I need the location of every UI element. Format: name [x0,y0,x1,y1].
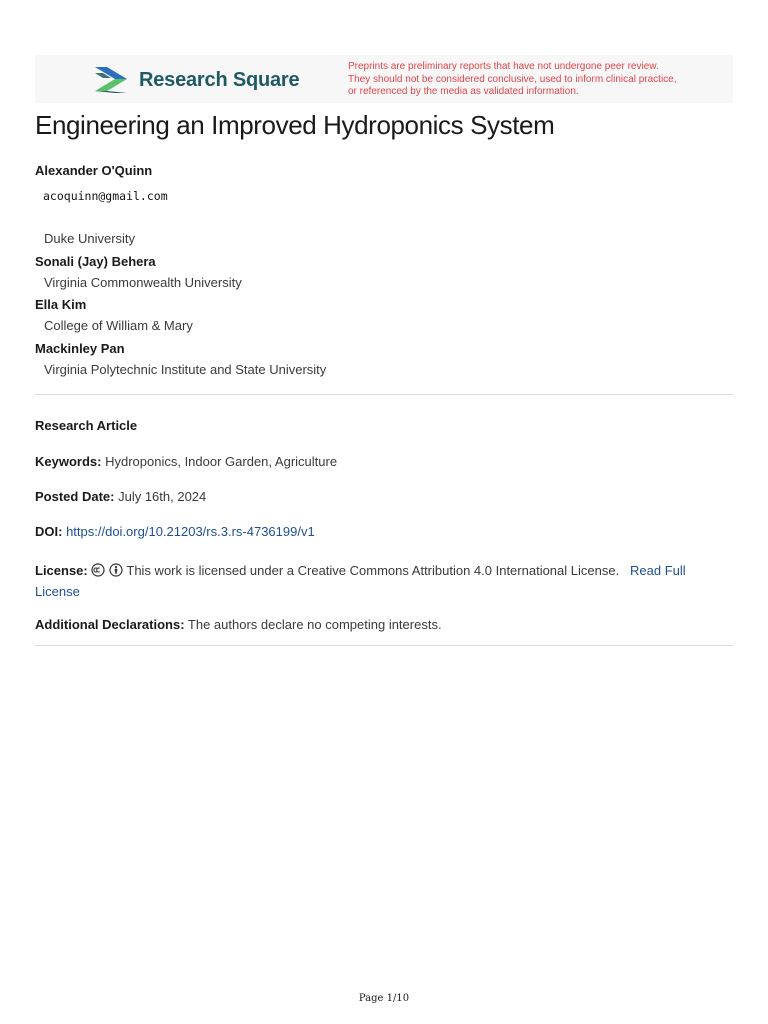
read-full-license-link[interactable]: Read Full License [35,563,686,599]
disclaimer-line: They should not be considered conclusive, used to inform clinical practice, [348,73,677,85]
author-name: Mackinley Pan [35,341,125,356]
posted-date-label: Posted Date: [35,489,115,504]
author-affiliation: Virginia Polytechnic Institute and State University [44,362,327,377]
license-text: This work is licensed under a Creative Commons Attribution 4.0 International License. [126,563,620,578]
author-name: Sonali (Jay) Behera [35,254,156,269]
license-row [35,560,725,602]
doi-link[interactable]: https://doi.org/10.21203/rs.3.rs-4736199/v1 [66,524,315,539]
doi-row [35,524,315,539]
disclaimer-line: Preprints are preliminary reports that have not undergone peer review. [348,61,659,72]
author-name: Alexander O'Quinn [35,163,153,178]
posted-date-value: July 16th, 2024 [118,489,207,504]
preprint-disclaimer [348,61,728,99]
doi-label: DOI: [35,524,63,539]
keywords-row [35,454,337,469]
declarations-value: The authors declare no competing interests. [187,617,442,632]
brand-name: Research Square [139,68,300,91]
author-affiliation: College of William & Mary [44,318,193,333]
divider [35,394,733,395]
article-type [35,418,137,433]
declarations-row [35,617,442,632]
author-name: Ella Kim [35,297,87,312]
divider [35,645,733,646]
keywords-label: Keywords: [35,454,102,469]
disclaimer-line: or referenced by the media as validated information. [348,86,579,97]
page-number: Page 1/10 [358,993,410,1004]
posted-date-row [35,489,206,504]
cc-icon [91,563,105,577]
research-square-logo-icon [93,65,131,95]
author-affiliation: Virginia Commonwealth University [44,275,242,290]
cc-by-icon [109,563,123,577]
author-email[interactable]: acoquinn@gmail.com [43,189,168,203]
paper-title: Engineering an Improved Hydroponics System [35,110,555,140]
research-square-logo[interactable] [93,64,299,96]
license-label: License: [35,563,88,578]
author-affiliation: Duke University [44,231,136,246]
article-type-label: Research Article [35,418,138,433]
declarations-label: Additional Declarations: [35,617,185,632]
keywords-value: Hydroponics, Indoor Garden, Agriculture [105,454,338,469]
